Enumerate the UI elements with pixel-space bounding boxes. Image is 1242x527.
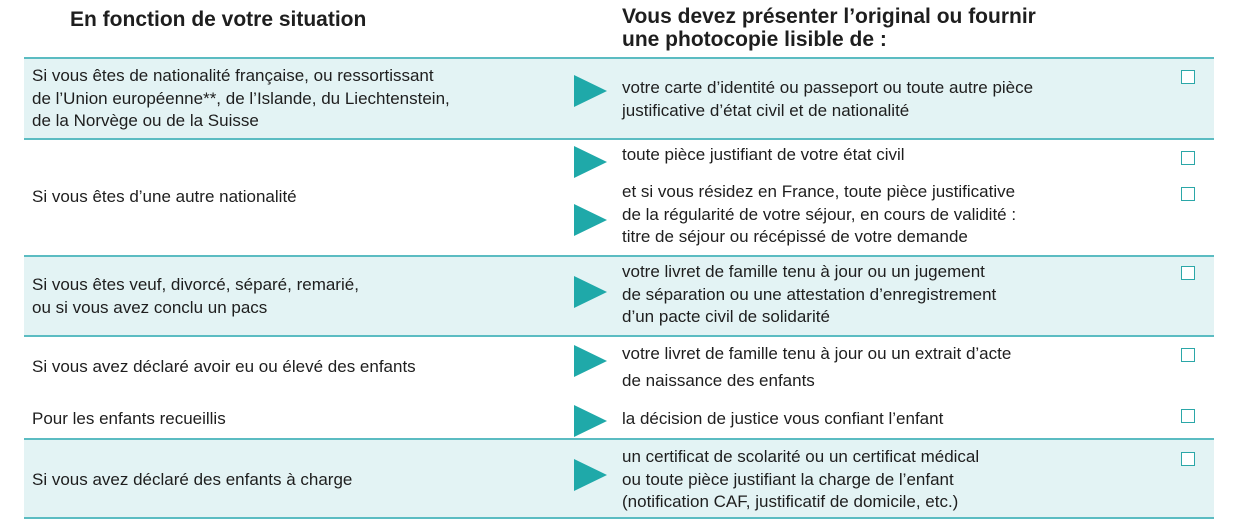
column-header-documents-line-2: une photocopie lisible de : <box>622 28 887 51</box>
table-row-marital-status <box>24 255 1214 335</box>
document-line: de naissance des enfants <box>622 370 815 390</box>
situation-text <box>32 469 352 492</box>
document-line: titre de séjour ou récépissé de votre demande <box>622 227 968 246</box>
document-line: votre livret de famille tenu à jour ou un jugement <box>622 262 985 281</box>
situation-line: Pour les enfants recueillis <box>32 409 226 428</box>
document-line: ou toute pièce justifiant la charge de l’enfant <box>622 469 954 489</box>
document-text <box>622 261 996 329</box>
situation-text <box>32 408 226 431</box>
situation-line: ou si vous avez conclu un pacs <box>32 297 268 317</box>
document-text <box>622 446 979 514</box>
table-row-french-eu <box>24 57 1214 138</box>
situation-text <box>32 186 297 209</box>
document-line: justificative d’état civil et de nationalité <box>622 100 910 120</box>
document-line: votre carte d’identité ou passeport ou toute autre pièce <box>622 78 1034 97</box>
situation-line: Si vous êtes veuf, divorcé, séparé, remarié, <box>32 275 359 294</box>
checkbox[interactable] <box>1181 187 1195 201</box>
situation-line: Si vous avez déclaré des enfants à charge <box>32 470 353 489</box>
document-text <box>622 144 905 167</box>
document-line: un certificat de scolarité ou un certificat médical <box>622 447 980 466</box>
checkbox[interactable] <box>1181 151 1195 165</box>
situation-line: de la Norvège ou de la Suisse <box>32 111 259 130</box>
column-header-documents-line-1: Vous devez présenter l’original ou fournir <box>622 5 1036 28</box>
situation-line: de l’Union européenne**, de l’Islande, du Liechtenstein, <box>32 88 450 108</box>
arrow-icon <box>574 276 607 308</box>
table-bottom-rule <box>24 517 1214 519</box>
table-row-other-nationality <box>24 138 1214 255</box>
arrow-icon <box>574 146 607 178</box>
document-text <box>622 408 943 431</box>
situation-line: Si vous avez déclaré avoir eu ou élevé des enfants <box>32 357 416 376</box>
table-row-dependent-children <box>24 438 1214 517</box>
arrow-icon <box>574 405 607 437</box>
document-line: (notification CAF, justificatif de domicile, etc.) <box>622 492 959 511</box>
situation-line: Si vous êtes de nationalité française, ou ressortissant <box>32 66 434 85</box>
document-line: toute pièce justifiant de votre état civil <box>622 145 905 164</box>
arrow-icon <box>574 459 607 491</box>
document-text <box>622 181 1016 249</box>
arrow-icon <box>574 75 607 107</box>
table-row-children <box>24 335 1214 438</box>
arrow-icon <box>574 204 607 236</box>
checkbox[interactable] <box>1181 70 1195 84</box>
document-line: et si vous résidez en France, toute pièce justificative <box>622 182 1016 201</box>
situation-text <box>32 65 450 133</box>
column-header-situation: En fonction de votre situation <box>70 8 367 31</box>
document-line: votre livret de famille tenu à jour ou un extrait d’acte <box>622 344 1012 363</box>
checkbox[interactable] <box>1181 409 1195 423</box>
document-line: de la régularité de votre séjour, en cours de validité : <box>622 204 1017 224</box>
document-text <box>622 343 1011 392</box>
arrow-icon <box>574 345 607 377</box>
column-header-documents <box>622 5 1182 51</box>
situation-line: Si vous êtes d’une autre nationalité <box>32 187 297 206</box>
checkbox[interactable] <box>1181 348 1195 362</box>
situation-text <box>32 356 416 379</box>
document-line: de séparation ou une attestation d’enregistrement <box>622 284 997 304</box>
document-line: d’un pacte civil de solidarité <box>622 307 830 326</box>
document-line: la décision de justice vous confiant l’enfant <box>622 409 944 428</box>
document-text <box>622 77 1033 122</box>
situation-text <box>32 274 359 319</box>
checkbox[interactable] <box>1181 266 1195 280</box>
checkbox[interactable] <box>1181 452 1195 466</box>
